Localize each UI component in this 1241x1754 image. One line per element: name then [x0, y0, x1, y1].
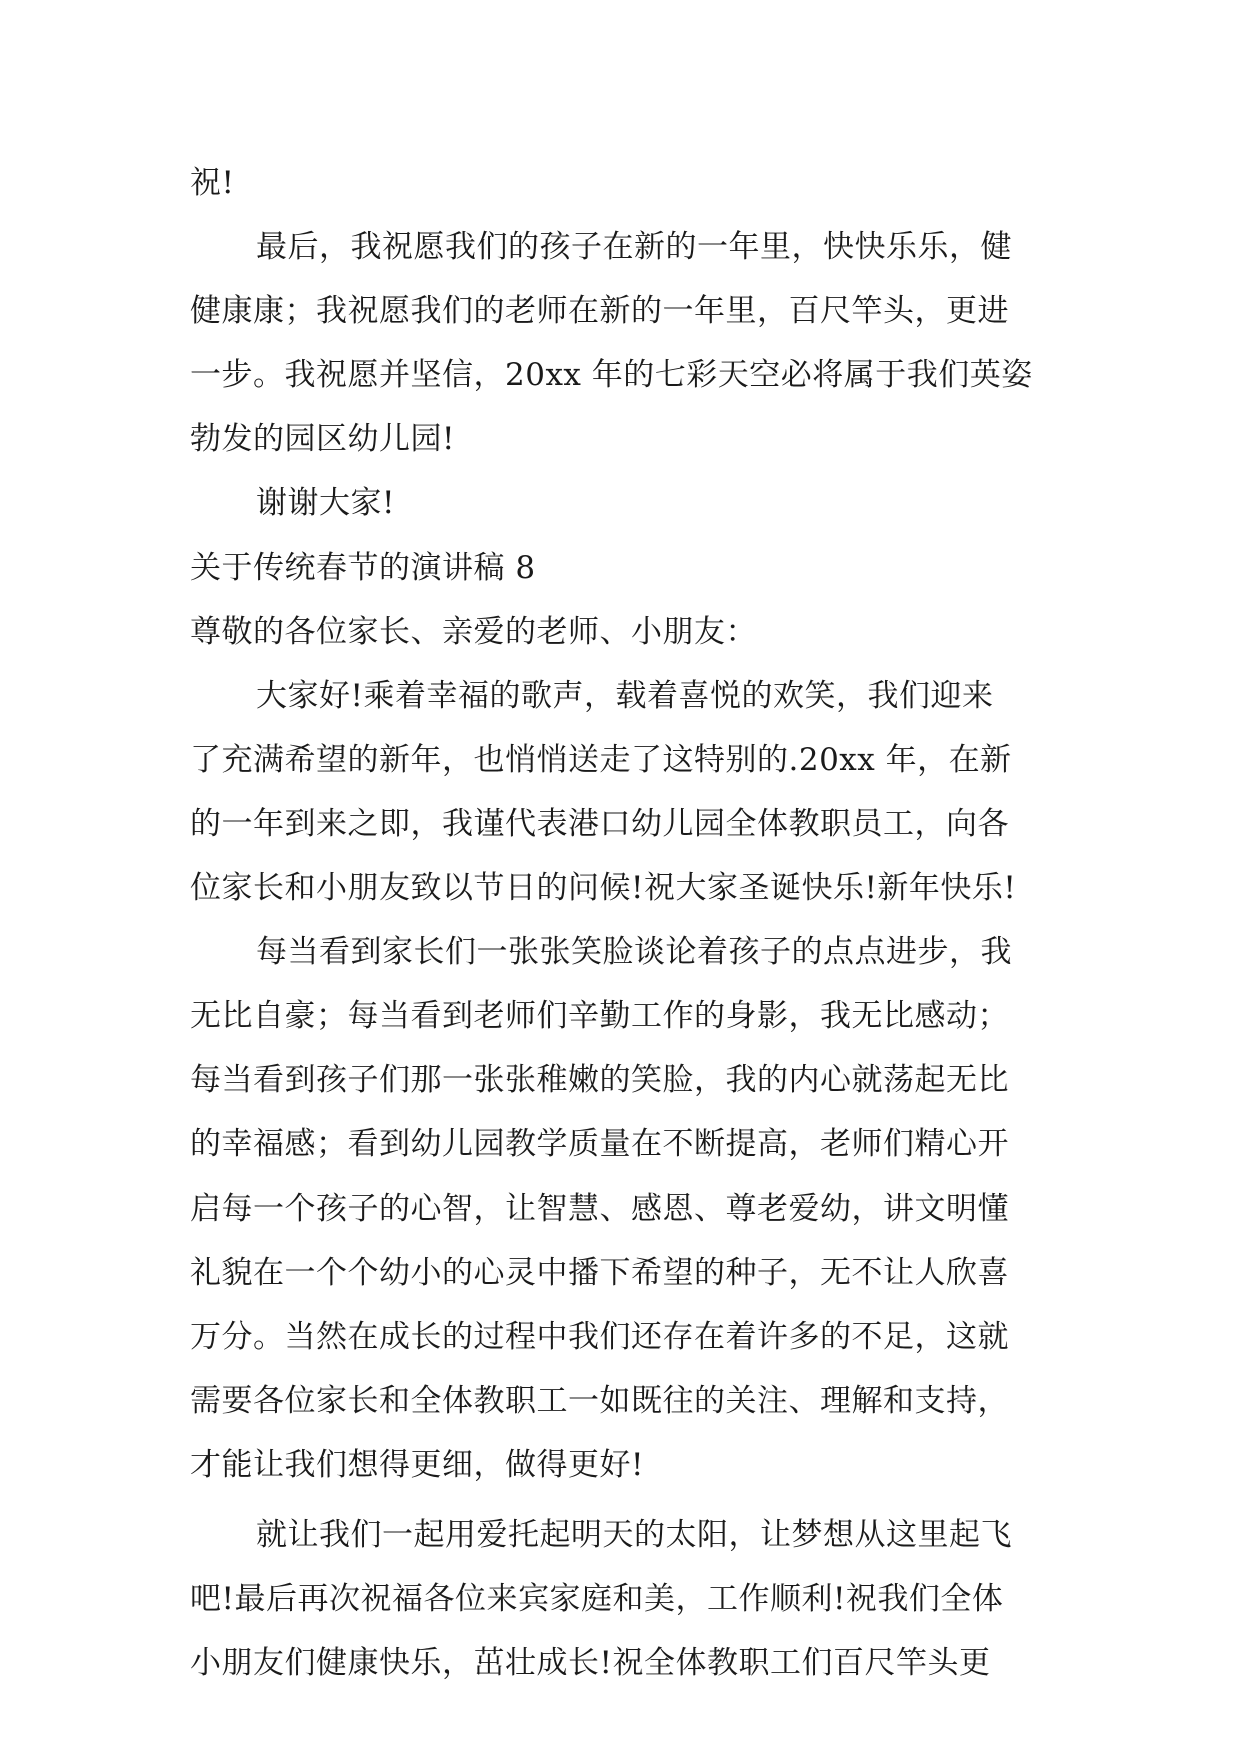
text-line: 小朋友们健康快乐，茁壮成长!祝全体教职工们百尺竿头更	[190, 1645, 991, 1682]
salutation: 尊敬的各位家长、亲爱的老师、小朋友：	[190, 613, 757, 650]
text-line: 万分。当然在成长的过程中我们还存在着许多的不足，这就	[190, 1318, 1009, 1355]
text-line: 才能让我们想得更细，做得更好!	[190, 1446, 644, 1483]
document-body	[190, 151, 1070, 1695]
text-line: 位家长和小朋友致以节日的问候!祝大家圣诞快乐!新年快乐!	[190, 870, 1017, 907]
text-line: 吧!最后再次祝福各位来宾家庭和美，工作顺利!祝我们全体	[190, 1581, 1004, 1618]
text-line: 礼貌在一个个幼小的心灵中播下希望的种子，无不让人欣喜	[190, 1254, 1009, 1291]
section-title: 关于传统春节的演讲稿 8	[190, 549, 536, 586]
paragraph-first-line: 每当看到家长们一张张笑脸谈论着孩子的点点进步，我	[256, 934, 1012, 971]
text-line: 每当看到孩子们那一张张稚嫩的笑脸，我的内心就荡起无比	[190, 1062, 1009, 1099]
paragraph-first-line: 谢谢大家!	[256, 485, 395, 522]
text-line: 无比自豪；每当看到老师们辛勤工作的身影，我无比感动；	[190, 998, 1009, 1035]
paragraph-first-line: 就让我们一起用爱托起明天的太阳，让梦想从这里起飞	[256, 1516, 1012, 1553]
text-line: 的一年到来之即，我谨代表港口幼儿园全体教职员工，向各	[190, 805, 1009, 842]
text-line: 启每一个孩子的心智，让智慧、感恩、尊老爱幼，讲文明懂	[190, 1190, 1009, 1227]
paragraph-first-line: 大家好!乘着幸福的歌声，载着喜悦的欢笑，我们迎来	[256, 677, 994, 714]
text-line: 了充满希望的新年，也悄悄送走了这特别的.20xx 年，在新	[190, 741, 1012, 778]
text-line: 健康康；我祝愿我们的老师在新的一年里，百尺竿头，更进	[190, 293, 1009, 330]
text-line: 祝!	[190, 165, 235, 201]
paragraph-first-line: 最后，我祝愿我们的孩子在新的一年里，快快乐乐，健	[256, 229, 1012, 266]
text-line: 的幸福感；看到幼儿园教学质量在不断提高，老师们精心开	[190, 1126, 1009, 1163]
text-line: 需要各位家长和全体教职工一如既往的关注、理解和支持，	[190, 1382, 1009, 1419]
text-line: 一步。我祝愿并坚信，20xx 年的七彩天空必将属于我们英姿	[190, 357, 1033, 394]
text-line: 勃发的园区幼儿园!	[190, 421, 455, 458]
